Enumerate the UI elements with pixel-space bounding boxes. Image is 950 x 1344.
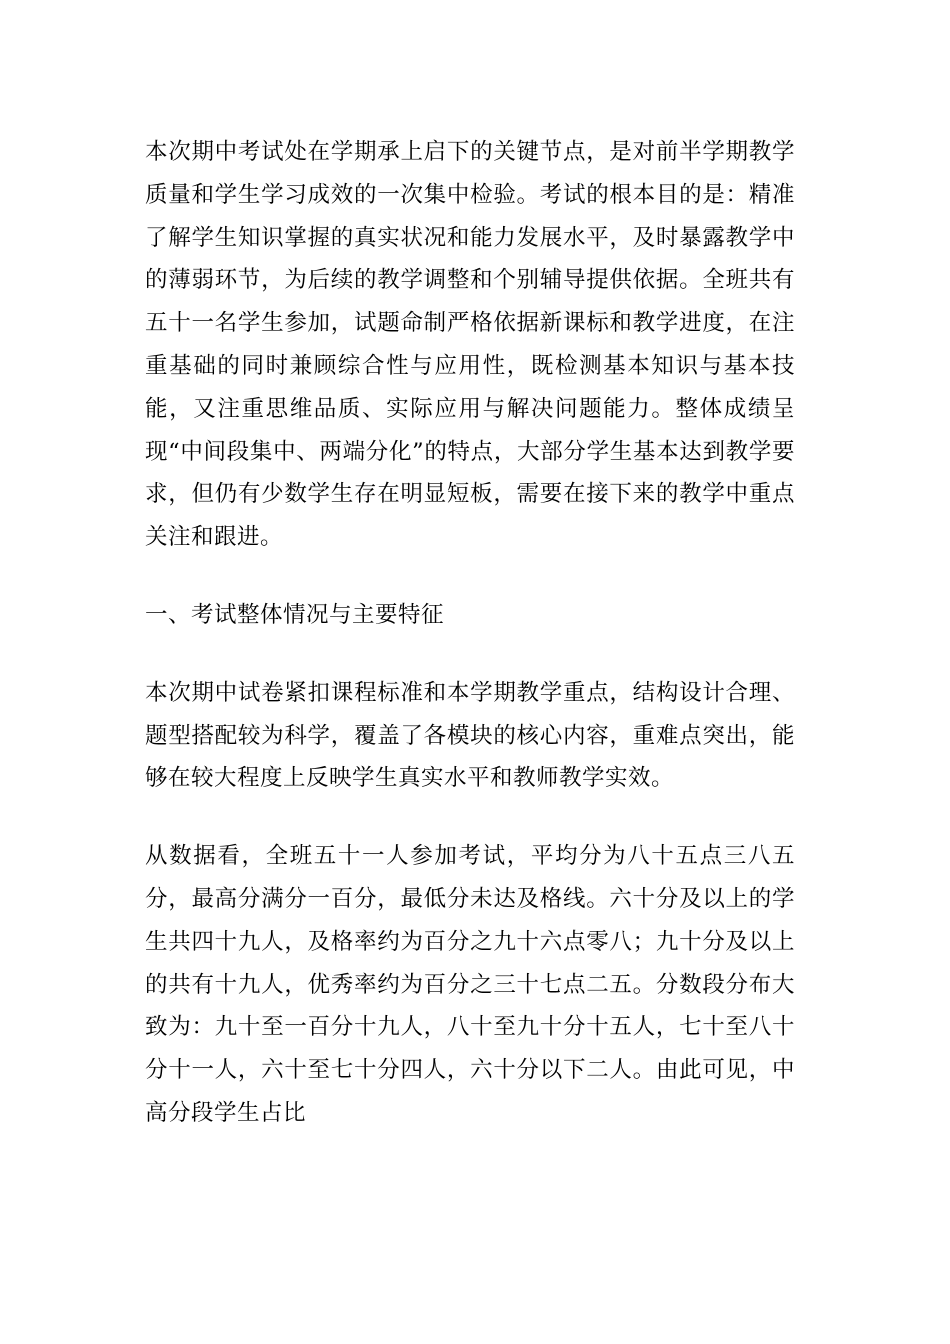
score-data-paragraph: 从数据看，全班五十一人参加考试，平均分为八十五点三八五分，最高分满分一百分，最低分未达及格线。六十分及以上的学生共四十九人，及格率约为百分之九十六点零八；九十分及以上的共有十九人，优秀率约为百分之三十七点二五。分数段分布大致为：九十至一百分十九人，八十至九十分十五人，七十至八十分十一人，六十至七十分四人，六十分以下二人。由此可见，中高分段学生占比 <box>145 843 795 1126</box>
intro-paragraph: 本次期中考试处在学期承上启下的关键节点，是对前半学期教学质量和学生学习成效的一次集中检验。考试的根本目的是：精准了解学生知识掌握的真实状况和能力发展水平，及时暴露教学中的薄弱环节，为后续的教学调整和个别辅导提供依据。全班共有五十一名学生参加，试题命制严格依据新课标和教学进度，在注重基础的同时兼顾综合性与应用性，既检测基本知识与基本技能，又注重思维品质、实际应用与解决问题能力。整体成绩呈现“中间段集中、两端分化”的特点，大部分学生基本达到教学要求，但仍有少数学生存在明显短板，需要在接下来的教学中重点关注和跟进。 <box>145 139 795 551</box>
exam-overview-paragraph: 本次期中试卷紧扣课程标准和本学期教学重点，结构设计合理、题型搭配较为科学，覆盖了各模块的核心内容，重难点突出，能够在较大程度上反映学生真实水平和教师教学实效。 <box>145 679 795 792</box>
section-heading: 一、考试整体情况与主要特征 <box>145 601 445 628</box>
document-body <box>145 131 795 1135</box>
